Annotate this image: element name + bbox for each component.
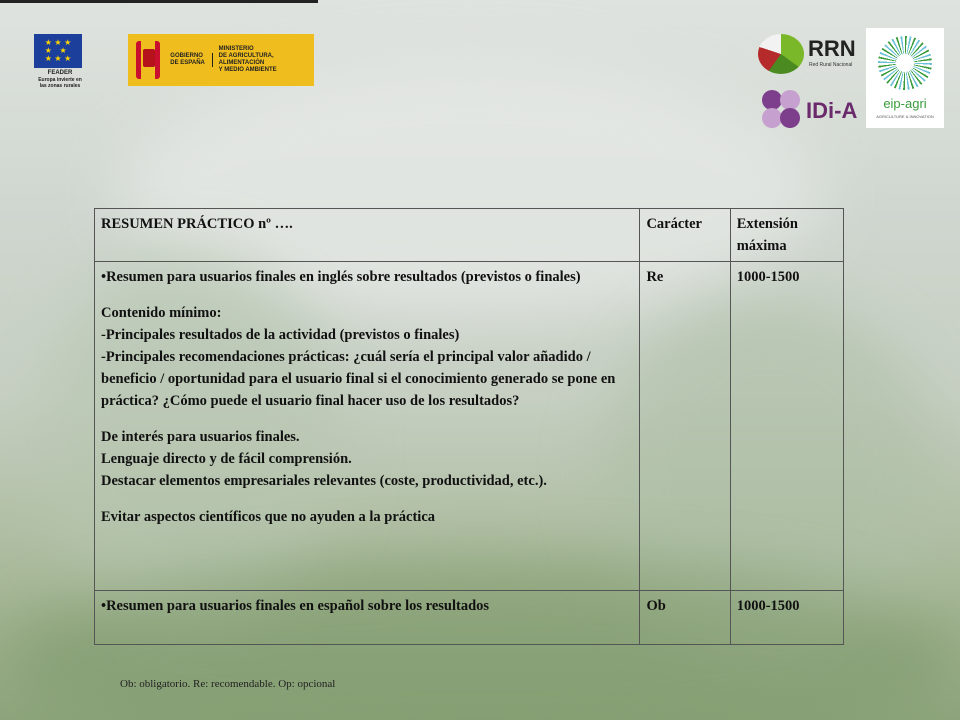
row1-line: Lenguaje directo y de fácil comprensión. [101, 451, 352, 467]
row1-description [95, 262, 640, 591]
eip-burst-icon [878, 36, 932, 90]
summary-table [94, 208, 844, 645]
rrn-logo: RRN Red Rural Nacional [758, 30, 854, 76]
rrn-swirl-icon [758, 34, 804, 74]
header-summary: RESUMEN PRÁCTICO nº …. [95, 209, 640, 262]
eip-agri-logo: eip-agri AGRICULTURE & INNOVATION [866, 28, 944, 128]
row1-character: Re [640, 262, 730, 591]
eu-flag-logo [34, 34, 82, 68]
eu-caption: FEADER Europa invierte en las zonas rurales [38, 70, 82, 90]
header-extension: Extensión máxima [730, 209, 843, 262]
idia-logo: IDi-A [760, 88, 860, 132]
table-row [95, 262, 844, 591]
spain-shield-icon [136, 41, 160, 79]
row1-line: -Principales recomendaciones prácticas: ¿cuál sería el principal valor añadido / beneficio / oportunidad para el usuario final si el conocimiento generado se pone en práctica? ¿Cómo puede el usuario final hacer uso de los resultados? [101, 349, 616, 409]
table-header-row [95, 209, 844, 262]
idia-flower-icon [760, 88, 802, 130]
row1-line: Evitar aspectos científicos que no ayuden a la práctica [101, 509, 436, 525]
eu-stars-icon: ★ ★ ★ ★ ★ ★ ★ ★ [44, 38, 72, 63]
gobierno-espana-logo: GOBIERNO DE ESPAÑA MINISTERIO DE AGRICULTURA, ALIMENTACIÓN Y MEDIO AMBIENTE [128, 34, 314, 86]
ministry-name: MINISTERIO DE AGRICULTURA, ALIMENTACIÓN Y MEDIO AMBIENTE [218, 46, 277, 73]
row1-line: Destacar elementos empresariales relevantes (coste, productividad, etc.). [101, 473, 547, 489]
row1-line: Contenido mínimo: [101, 305, 222, 321]
row1-line: De interés para usuarios finales. [101, 429, 300, 445]
row1-title: •Resumen para usuarios finales en inglés sobre resultados (previstos o finales) [101, 269, 581, 285]
row2-description: •Resumen para usuarios finales en español sobre los resultados [95, 591, 640, 645]
row2-extension: 1000-1500 [730, 591, 843, 645]
table-row [95, 591, 844, 645]
top-rule [0, 0, 318, 3]
row1-extension: 1000-1500 [730, 262, 843, 591]
legend-footnote: Ob: obligatorio. Re: recomendable. Op: opcional [120, 678, 336, 690]
row2-character: Ob [640, 591, 730, 645]
row1-line: -Principales resultados de la actividad (previstos o finales) [101, 327, 460, 343]
header-character: Carácter [640, 209, 730, 262]
